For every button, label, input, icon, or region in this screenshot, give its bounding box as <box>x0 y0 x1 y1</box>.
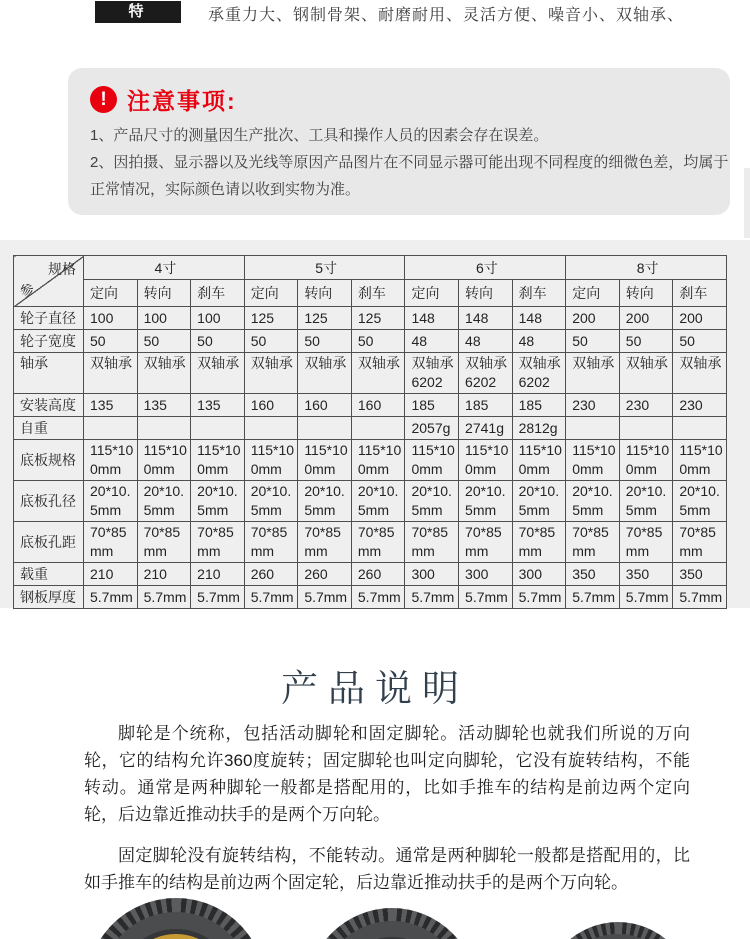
table-row <box>14 522 727 563</box>
spec-cell: 230 <box>673 394 727 417</box>
spec-cell: 双轴承 <box>84 353 138 394</box>
spec-cell: 135 <box>84 394 138 417</box>
spec-cell: 48 <box>512 330 566 353</box>
sub-column-header: 刹车 <box>512 280 566 307</box>
spec-cell: 20*10.5mm <box>566 481 620 522</box>
spec-table <box>13 255 727 609</box>
spec-row-label: 底板孔距 <box>14 522 84 563</box>
spec-cell: 70*85mm <box>137 522 191 563</box>
table-row <box>14 417 727 440</box>
spec-cell: 230 <box>566 394 620 417</box>
right-edge-strip <box>744 168 750 238</box>
sub-column-header: 刹车 <box>191 280 245 307</box>
spec-cell <box>673 417 727 440</box>
spec-cell: 5.7mm <box>566 586 620 609</box>
notice-title: 注意事项: <box>127 87 237 114</box>
spec-cell: 148 <box>512 307 566 330</box>
spec-cell: 5.7mm <box>619 586 673 609</box>
spec-cell: 185 <box>405 394 459 417</box>
exclamation-circle-icon: ! <box>90 86 117 113</box>
size-group-header: 5寸 <box>244 256 405 280</box>
spec-cell: 125 <box>298 307 352 330</box>
sub-column-header: 定向 <box>405 280 459 307</box>
spec-cell: 70*85mm <box>566 522 620 563</box>
spec-cell: 2741g <box>459 417 513 440</box>
spec-cell: 260 <box>244 563 298 586</box>
spec-row-label: 底板规格 <box>14 440 84 481</box>
spec-cell: 50 <box>84 330 138 353</box>
table-row <box>14 563 727 586</box>
description-paragraph-1: 脚轮是个统称，包括活动脚轮和固定脚轮。活动脚轮也就我们所说的万向轮，它的结构允许360度旋转；固定脚轮也叫定向脚轮，它没有旋转结构，不能转动。通常是两种脚轮一般都是搭配用的，比如手推车的结构是前边两个定向轮，后边靠近推动扶手的是两个万向轮。 <box>84 724 690 824</box>
notice-item-1: 1、产品尺寸的测量因生产批次、工具和操作人员的因素会存在误差。 <box>90 127 549 144</box>
spec-cell: 20*10.5mm <box>298 481 352 522</box>
spec-cell: 5.7mm <box>673 586 727 609</box>
spec-cell: 70*85mm <box>673 522 727 563</box>
spec-cell: 50 <box>137 330 191 353</box>
spec-cell: 50 <box>244 330 298 353</box>
spec-cell: 20*10.5mm <box>673 481 727 522</box>
table-row <box>14 330 727 353</box>
spec-cell: 20*10.5mm <box>351 481 405 522</box>
notice-title-row <box>90 84 710 114</box>
sub-column-header: 定向 <box>566 280 620 307</box>
spec-cell: 115*100mm <box>459 440 513 481</box>
spec-cell: 5.7mm <box>351 586 405 609</box>
spec-cell: 148 <box>405 307 459 330</box>
spec-cell <box>566 417 620 440</box>
spec-cell: 115*100mm <box>351 440 405 481</box>
spec-cell: 300 <box>512 563 566 586</box>
spec-cell: 双轴承 <box>298 353 352 394</box>
wheel-photo-2 <box>307 908 477 939</box>
spec-cell: 双轴承 <box>191 353 245 394</box>
spec-cell: 70*85mm <box>244 522 298 563</box>
corner-label-bottom: 参 <box>17 279 37 301</box>
wheel-photo-3 <box>543 922 693 939</box>
spec-cell: 2057g <box>405 417 459 440</box>
spec-cell: 2812g <box>512 417 566 440</box>
spec-cell: 5.7mm <box>137 586 191 609</box>
spec-cell: 双轴承 <box>673 353 727 394</box>
spec-row-label: 安装高度 <box>14 394 84 417</box>
sub-column-header: 转向 <box>459 280 513 307</box>
spec-cell: 350 <box>566 563 620 586</box>
spec-cell: 50 <box>191 330 245 353</box>
spec-cell: 115*100mm <box>673 440 727 481</box>
spec-cell: 160 <box>298 394 352 417</box>
table-row <box>14 307 727 330</box>
spec-row-label: 载重 <box>14 563 84 586</box>
spec-cell: 210 <box>84 563 138 586</box>
spec-cell: 210 <box>137 563 191 586</box>
spec-cell: 双轴承 <box>137 353 191 394</box>
spec-row-label: 轮子直径 <box>14 307 84 330</box>
spec-cell: 48 <box>405 330 459 353</box>
sub-column-header: 转向 <box>137 280 191 307</box>
spec-cell: 230 <box>619 394 673 417</box>
spec-cell: 115*100mm <box>244 440 298 481</box>
spec-cell: 300 <box>405 563 459 586</box>
spec-cell: 185 <box>512 394 566 417</box>
size-group-header: 8寸 <box>566 256 727 280</box>
sub-column-header: 转向 <box>619 280 673 307</box>
spec-cell: 115*100mm <box>191 440 245 481</box>
spec-cell: 160 <box>351 394 405 417</box>
spec-cell: 70*85mm <box>351 522 405 563</box>
spec-cell: 5.7mm <box>244 586 298 609</box>
spec-cell: 70*85mm <box>459 522 513 563</box>
spec-cell: 50 <box>298 330 352 353</box>
spec-cell: 双轴承 <box>244 353 298 394</box>
spec-cell <box>244 417 298 440</box>
spec-cell <box>137 417 191 440</box>
spec-cell: 200 <box>673 307 727 330</box>
spec-cell: 20*10.5mm <box>619 481 673 522</box>
spec-cell: 双轴承 6202 <box>405 353 459 394</box>
spec-cell: 70*85mm <box>298 522 352 563</box>
description-paragraph-2: 固定脚轮没有旋转结构，不能转动。通常是两种脚轮一般都是搭配用的，比如手推车的结构是前边两个固定轮，后边靠近推动扶手的是两个万向轮。 <box>84 846 690 892</box>
spec-cell <box>191 417 245 440</box>
spec-cell: 20*10.5mm <box>84 481 138 522</box>
spec-cell: 5.7mm <box>191 586 245 609</box>
spec-cell: 70*85mm <box>619 522 673 563</box>
spec-cell: 70*85mm <box>84 522 138 563</box>
spec-cell: 100 <box>191 307 245 330</box>
features-text: 承重力大、钢制骨架、耐磨耐用、灵活方便、噪音小、双轴承、 <box>208 7 685 24</box>
spec-cell: 115*100mm <box>566 440 620 481</box>
spec-cell: 185 <box>459 394 513 417</box>
spec-cell: 115*100mm <box>619 440 673 481</box>
features-bar <box>0 0 750 42</box>
sub-column-header: 转向 <box>298 280 352 307</box>
spec-cell: 115*100mm <box>137 440 191 481</box>
spec-cell: 135 <box>191 394 245 417</box>
spec-cell: 350 <box>673 563 727 586</box>
spec-cell: 50 <box>351 330 405 353</box>
spec-cell: 双轴承 6202 <box>512 353 566 394</box>
spec-cell: 115*100mm <box>298 440 352 481</box>
spec-cell: 300 <box>459 563 513 586</box>
spec-cell: 50 <box>673 330 727 353</box>
spec-cell: 双轴承 <box>351 353 405 394</box>
spec-cell: 双轴承 <box>619 353 673 394</box>
spec-cell: 5.7mm <box>512 586 566 609</box>
spec-cell: 125 <box>244 307 298 330</box>
table-row <box>14 394 727 417</box>
spec-row-label: 钢板厚度 <box>14 586 84 609</box>
sub-column-header: 定向 <box>244 280 298 307</box>
spec-cell: 100 <box>84 307 138 330</box>
size-group-header: 4寸 <box>84 256 245 280</box>
spec-cell: 20*10.5mm <box>191 481 245 522</box>
sub-column-header: 定向 <box>84 280 138 307</box>
spec-cell: 48 <box>459 330 513 353</box>
spec-cell: 200 <box>619 307 673 330</box>
table-row <box>14 353 727 394</box>
spec-table-corner <box>14 256 84 307</box>
spec-cell: 115*100mm <box>512 440 566 481</box>
description-title: 产品说明 <box>281 668 469 709</box>
sub-column-header: 刹车 <box>351 280 405 307</box>
spec-row-label: 底板孔径 <box>14 481 84 522</box>
table-row <box>14 586 727 609</box>
spec-cell: 双轴承 6202 <box>459 353 513 394</box>
spec-cell: 20*10.5mm <box>459 481 513 522</box>
spec-cell: 125 <box>351 307 405 330</box>
spec-cell <box>351 417 405 440</box>
spec-cell: 200 <box>566 307 620 330</box>
spec-cell: 20*10.5mm <box>405 481 459 522</box>
size-group-header: 6寸 <box>405 256 566 280</box>
spec-cell: 135 <box>137 394 191 417</box>
notice-box <box>68 68 730 215</box>
spec-cell: 5.7mm <box>459 586 513 609</box>
spec-cell: 350 <box>619 563 673 586</box>
features-label: 特 点 <box>95 1 181 23</box>
spec-cell: 70*85mm <box>191 522 245 563</box>
spec-cell: 20*10.5mm <box>512 481 566 522</box>
spec-cell: 70*85mm <box>512 522 566 563</box>
spec-cell: 双轴承 <box>566 353 620 394</box>
spec-cell: 148 <box>459 307 513 330</box>
table-row <box>14 440 727 481</box>
spec-cell: 5.7mm <box>405 586 459 609</box>
spec-cell: 5.7mm <box>84 586 138 609</box>
spec-cell: 100 <box>137 307 191 330</box>
spec-cell: 260 <box>351 563 405 586</box>
spec-cell: 20*10.5mm <box>137 481 191 522</box>
spec-cell: 20*10.5mm <box>244 481 298 522</box>
spec-cell: 115*100mm <box>405 440 459 481</box>
spec-cell: 50 <box>566 330 620 353</box>
spec-cell: 50 <box>619 330 673 353</box>
spec-row-label: 自重 <box>14 417 84 440</box>
spec-cell: 210 <box>191 563 245 586</box>
spec-row-label: 轮子宽度 <box>14 330 84 353</box>
spec-cell: 70*85mm <box>405 522 459 563</box>
spec-cell: 260 <box>298 563 352 586</box>
table-row <box>14 481 727 522</box>
spec-cell: 160 <box>244 394 298 417</box>
spec-cell <box>619 417 673 440</box>
notice-item-2: 2、因拍摄、显示器以及光线等原因产品图片在不同显示器可能出现不同程度的细微色差，均属于正常情况，实际颜色请以收到实物为准。 <box>90 154 729 198</box>
spec-cell <box>84 417 138 440</box>
sub-column-header: 刹车 <box>673 280 727 307</box>
spec-cell: 115*100mm <box>84 440 138 481</box>
spec-cell: 5.7mm <box>298 586 352 609</box>
spec-row-label: 轴承 <box>14 353 84 394</box>
description-body <box>84 720 690 910</box>
spec-cell <box>298 417 352 440</box>
corner-label-top: 规格 <box>48 261 76 277</box>
